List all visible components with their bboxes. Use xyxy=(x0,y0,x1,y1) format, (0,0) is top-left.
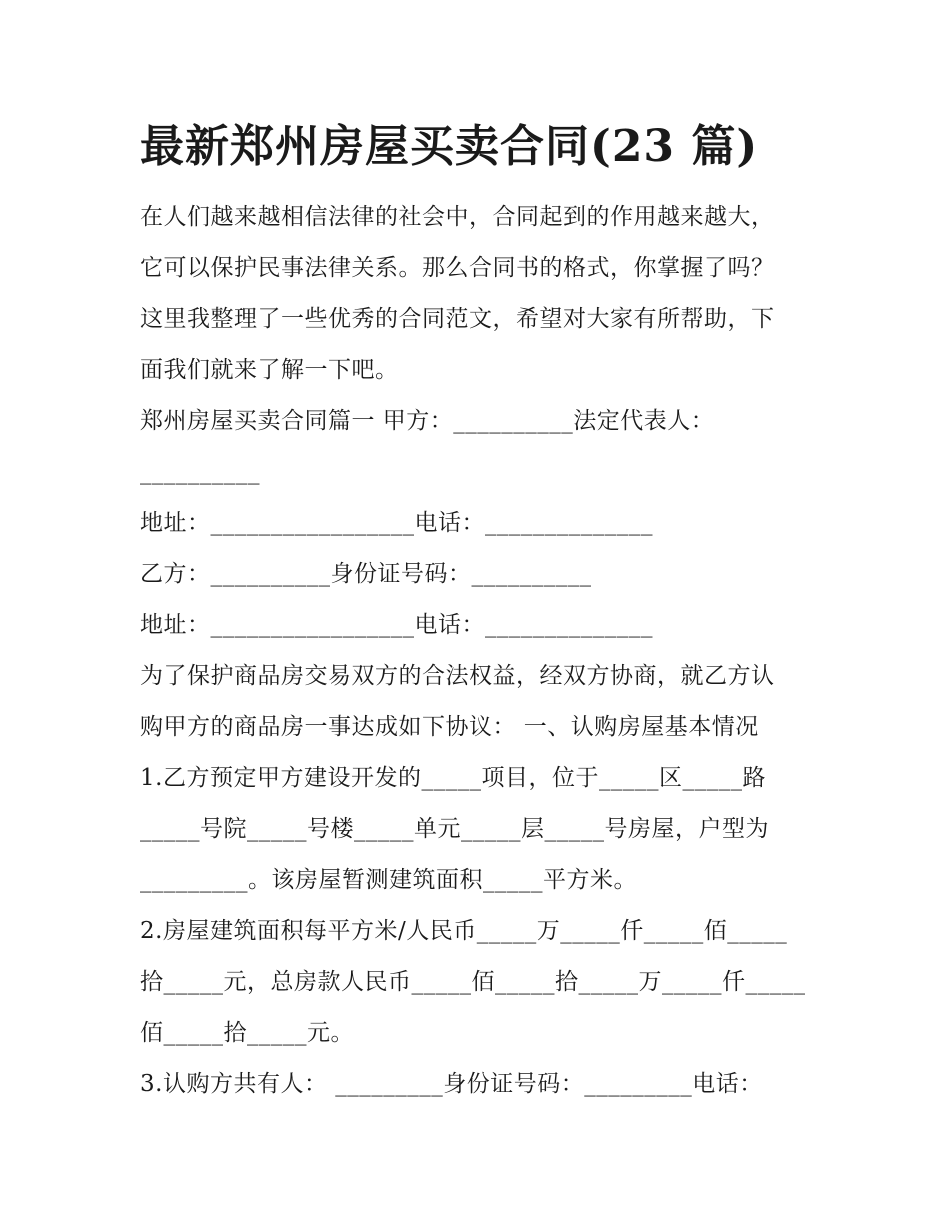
body-line: 它可以保护民事法律关系。那么合同书的格式，你掌握了吗？ xyxy=(140,255,775,281)
clause-line: 1.乙方预定甲方建设开发的_____项目，位于_____区_____路 xyxy=(140,765,766,791)
party-b-line: 乙方：__________身份证号码：__________ xyxy=(140,561,592,587)
body-line: 面我们就来了解一下吧。 xyxy=(140,357,399,383)
body-line: 在人们越来越相信法律的社会中，合同起到的作用越来越大， xyxy=(140,204,775,230)
section-heading-line: 郑州房屋买卖合同篇一 甲方：__________法定代表人： xyxy=(140,408,715,434)
clause-line: 2.房屋建筑面积每平方米/人民币_____万_____仟_____佰_____ xyxy=(140,918,788,944)
clause-line: 拾_____元，总房款人民币_____佰_____拾_____万_____仟_____ xyxy=(140,969,806,995)
document-body xyxy=(140,192,820,1110)
clause-line: 佰_____拾_____元。 xyxy=(140,1020,354,1046)
body-line: 购甲方的商品房一事达成如下协议： 一、认购房屋基本情况 xyxy=(140,714,759,740)
clause-line: _____号院_____号楼_____单元_____层_____号房屋，户型为 xyxy=(140,816,769,842)
document-page xyxy=(140,112,820,1110)
body-line: 为了保护商品房交易双方的合法权益，经双方协商，就乙方认 xyxy=(140,663,775,689)
blank-field-line: __________ xyxy=(140,459,260,485)
address-phone-line: 地址：_________________电话：______________ xyxy=(140,510,653,536)
body-line: 这里我整理了一些优秀的合同范文，希望对大家有所帮助，下 xyxy=(140,306,775,332)
address-phone-line: 地址：_________________电话：______________ xyxy=(140,612,653,638)
clause-line: _________。该房屋暂测建筑面积_____平方米。 xyxy=(140,867,637,893)
document-title: 最新郑州房屋买卖合同(23 篇) xyxy=(140,121,759,172)
clause-line: 3.认购方共有人： _________身份证号码：_________电话： xyxy=(140,1071,763,1097)
